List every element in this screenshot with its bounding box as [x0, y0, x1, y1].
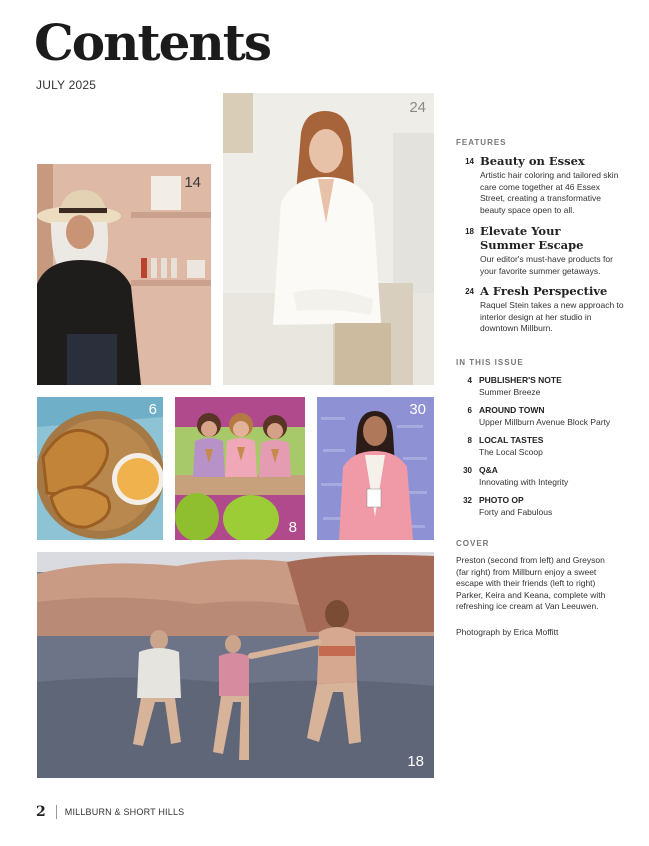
photo-local-tastes[interactable] [175, 397, 305, 540]
issue-item[interactable] [456, 435, 636, 458]
portrait-photo-icon [223, 93, 434, 385]
feature-title: Beauty on Essex [480, 154, 585, 168]
feature-item[interactable] [456, 154, 626, 216]
feature-description: Our editor's must-have products for your favorite summer getaways. [480, 254, 613, 276]
page-title: Contents [34, 13, 271, 72]
issue-subtitle: Forty and Fabulous [479, 507, 553, 517]
issue-item[interactable] [456, 465, 636, 488]
feature-page-number: 18 [465, 227, 474, 236]
page-footer [36, 804, 184, 820]
issue-page-number: 30 [463, 466, 472, 475]
portrait-photo-icon [37, 164, 211, 385]
feature-description: Raquel Stein takes a new approach to interior design at her studio in downtown Millburn. [480, 300, 624, 333]
features-heading: FEATURES [456, 138, 507, 147]
issue-item[interactable] [456, 495, 636, 518]
issue-subtitle: Summer Breeze [479, 387, 541, 397]
photo-page-number: 18 [407, 753, 424, 770]
issue-date: JULY 2025 [36, 78, 97, 92]
photo-page-number: 8 [288, 519, 297, 536]
issue-page-number: 32 [463, 496, 472, 505]
issue-page-number: 6 [467, 406, 472, 415]
issue-item[interactable] [456, 375, 636, 398]
photo-page-number: 14 [184, 174, 201, 191]
feature-title: Elevate Your Summer Escape [480, 224, 584, 252]
photo-around-town[interactable] [37, 397, 163, 540]
issue-page-number: 4 [467, 376, 472, 385]
lake-photo-icon [37, 552, 434, 778]
cover-heading: COVER [456, 539, 490, 548]
in-this-issue-heading: IN THIS ISSUE [456, 358, 524, 367]
issue-title: AROUND TOWN [479, 405, 545, 415]
photo-elevate-your-summer-escape[interactable] [37, 552, 434, 778]
feature-title: A Fresh Perspective [480, 284, 608, 298]
issue-subtitle: Upper Millburn Avenue Block Party [479, 417, 611, 427]
photo-page-number: 24 [409, 99, 426, 116]
photo-a-fresh-perspective[interactable] [223, 93, 434, 385]
cover-caption: Preston (second from left) and Greyson (far right) from Millburn enjoy a sweet escape with their friends (left to right) Parker, Keira and Keana, complete with refreshing ice cream at Van Leeuwen. [456, 555, 606, 611]
food-photo-icon [37, 397, 163, 540]
magazine-name: MILLBURN & SHORT HILLS [64, 807, 185, 817]
feature-item[interactable] [456, 284, 626, 335]
issue-subtitle: The Local Scoop [479, 447, 543, 457]
group-photo-icon [175, 397, 305, 540]
photo-credit: Photograph by Erica Moffitt [456, 627, 559, 637]
feature-page-number: 24 [465, 287, 474, 296]
issue-title: PHOTO OP [479, 495, 524, 505]
issue-page-number: 8 [467, 436, 472, 445]
photo-beauty-on-essex[interactable] [37, 164, 211, 385]
feature-description: Artistic hair coloring and tailored skin care come together at 46 Essex Street, creating a transformative beauty space open to all. [480, 170, 619, 215]
photo-page-number: 30 [409, 401, 426, 418]
issue-title: PUBLISHER'S NOTE [479, 375, 562, 385]
issue-title: LOCAL TASTES [479, 435, 544, 445]
footer-divider [56, 805, 57, 819]
photo-page-number: 6 [148, 401, 157, 418]
issue-subtitle: Innovating with Integrity [479, 477, 569, 487]
portrait-photo-icon [317, 397, 434, 540]
page-number: 2 [36, 804, 46, 820]
feature-item[interactable] [456, 224, 626, 277]
issue-title: Q&A [479, 465, 498, 475]
issue-item[interactable] [456, 405, 636, 428]
photo-q-and-a[interactable] [317, 397, 434, 540]
feature-page-number: 14 [465, 157, 474, 166]
